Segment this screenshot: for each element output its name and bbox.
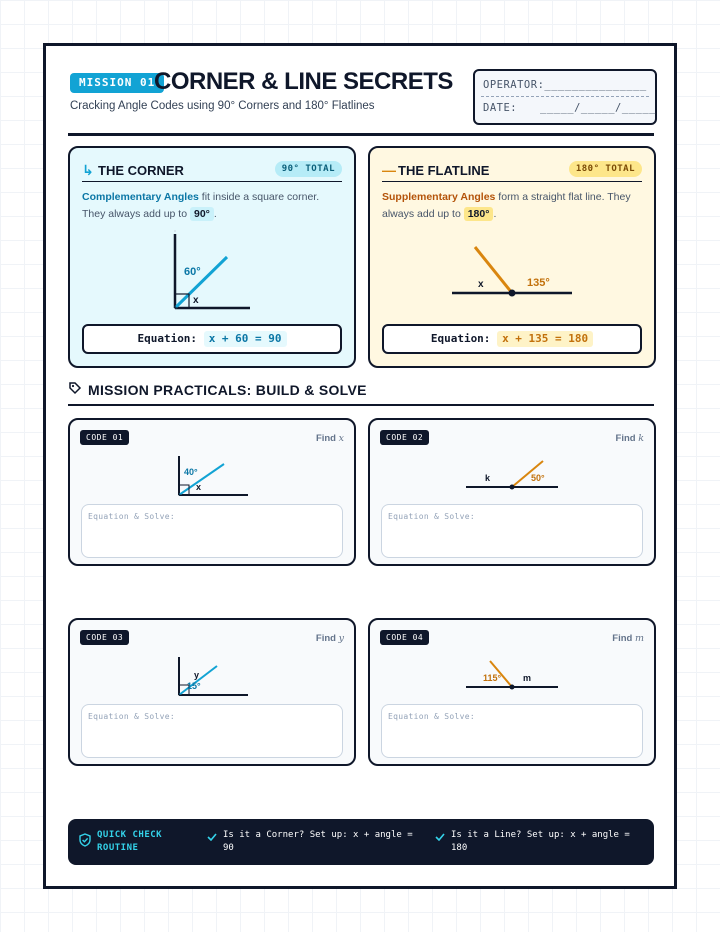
answer-box[interactable]: Equation & Solve: <box>81 504 343 558</box>
problem-card-1 <box>68 418 356 566</box>
header-divider <box>68 133 654 136</box>
shield-check-icon <box>79 833 91 852</box>
total-badge: 180° TOTAL <box>569 161 642 177</box>
code-badge: CODE 04 <box>380 630 429 645</box>
problem-card-3 <box>68 618 356 766</box>
equation-value: x + 60 = 90 <box>204 331 287 347</box>
answer-box[interactable]: Equation & Solve: <box>381 504 643 558</box>
worksheet <box>43 43 677 889</box>
corner-description: Complementary Angles fit inside a square corner. They always add up to 90° . <box>82 191 320 220</box>
equation-value: x + 135 = 180 <box>497 331 593 347</box>
quick-check-footer <box>68 819 654 865</box>
problem-card-2 <box>368 418 656 566</box>
corner-arrow-icon: ↳ <box>82 162 94 178</box>
quick-check-title: QUICK CHECK ROUTINE <box>97 830 163 853</box>
corner-equation: Equation: x + 60 = 90 <box>82 324 342 354</box>
unknown-angle-label: m <box>523 673 532 683</box>
known-angle-label: 60° <box>184 266 201 278</box>
check-icon <box>207 833 217 846</box>
tag-pencil-icon <box>68 381 88 398</box>
flatline-equation: Equation: x + 135 = 180 <box>382 324 642 354</box>
flatline-card-title: — THE FLATLINE <box>382 162 490 178</box>
known-angle-label: 40° <box>184 467 198 477</box>
operator-label: OPERATOR: <box>483 79 545 91</box>
date-blank: _____/_____/_____ <box>540 102 656 114</box>
page-title: CORNER & LINE SECRETS <box>154 68 453 95</box>
unknown-angle-label: x <box>193 295 199 306</box>
find-label: Find m <box>612 633 644 644</box>
code-badge: CODE 02 <box>380 430 429 445</box>
known-angle-label: 50° <box>531 473 545 483</box>
flatline-concept-card <box>368 146 656 368</box>
unknown-angle-label: k <box>485 473 491 483</box>
known-angle-label: 115° <box>483 673 502 683</box>
unknown-angle-label: x <box>196 482 202 492</box>
page-subtitle: Cracking Angle Codes using 90° Corners and 180° Flatlines <box>70 100 375 112</box>
total-badge: 90° TOTAL <box>275 161 342 177</box>
date-label: DATE: <box>483 102 518 114</box>
corner-card-title: ↳ THE CORNER <box>82 162 184 178</box>
flatline-description: Supplementary Angles form a straight flat line. They always add up to 180° . <box>382 191 631 220</box>
practicals-divider <box>68 404 654 406</box>
operator-field[interactable] <box>483 79 647 91</box>
find-label: Find k <box>615 433 644 444</box>
unknown-angle-label: y <box>194 670 200 680</box>
known-angle-label: 135° <box>527 277 550 289</box>
operator-blank: _______________ <box>544 79 647 91</box>
code-badge: CODE 01 <box>80 430 129 445</box>
practicals-title: MISSION PRACTICALS: BUILD & SOLVE <box>68 381 367 398</box>
check-icon <box>435 833 445 846</box>
answer-box[interactable]: Equation & Solve: <box>381 704 643 758</box>
line-check-item: Is it a Line? Set up: x + angle = 180 <box>451 829 646 855</box>
flat-line-icon: — <box>382 162 396 178</box>
unknown-angle-label: x <box>478 279 484 290</box>
date-field[interactable] <box>483 102 656 114</box>
mission-badge: MISSION 01 <box>70 73 164 93</box>
answer-box[interactable]: Equation & Solve: <box>81 704 343 758</box>
corner-check-item: Is it a Corner? Set up: x + angle = 90 <box>223 829 423 855</box>
corner-concept-card <box>68 146 356 368</box>
find-label: Find x <box>315 433 344 444</box>
code-badge: CODE 03 <box>80 630 129 645</box>
problem-card-4 <box>368 618 656 766</box>
operator-date-box <box>473 69 657 125</box>
find-label: Find y <box>315 633 344 644</box>
known-angle-label: 15° <box>187 681 201 691</box>
